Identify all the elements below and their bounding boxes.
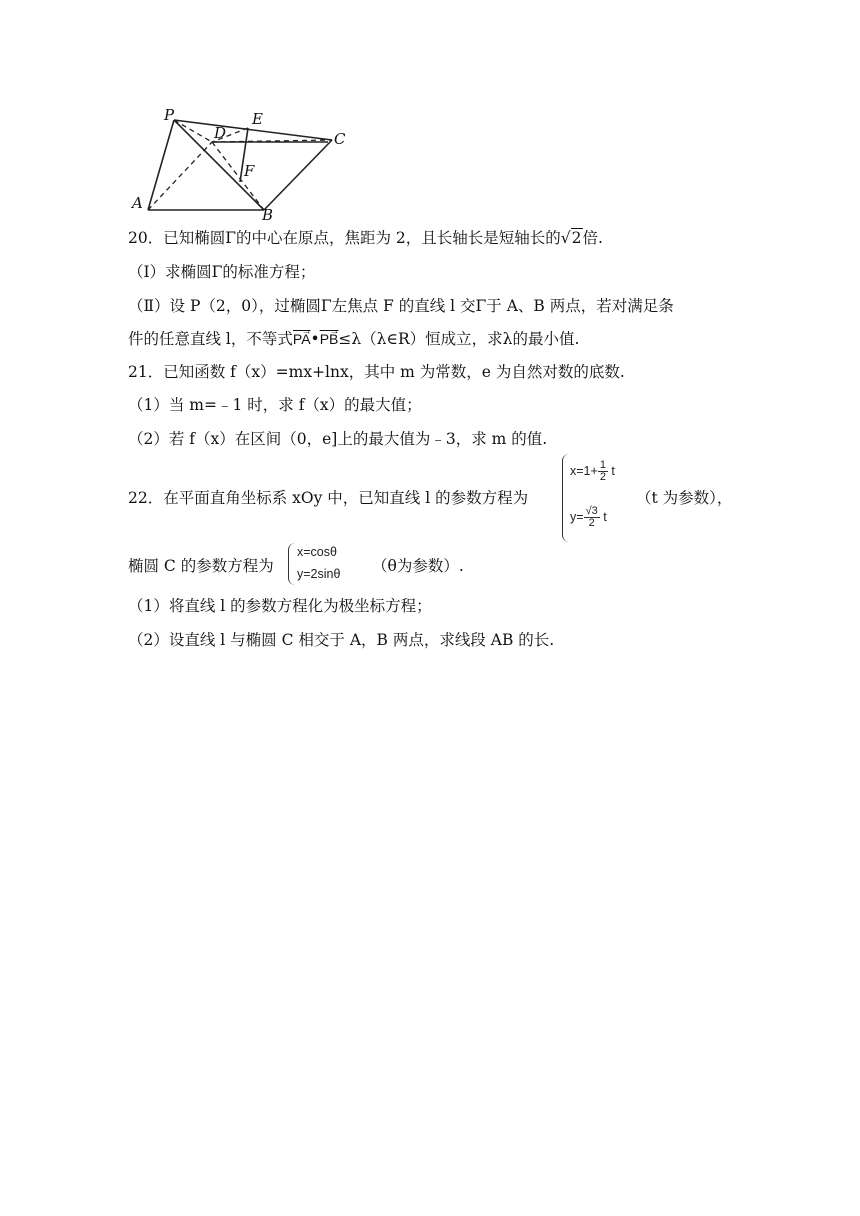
q20-part2-b: 件的任意直线 l，不等式→ $\overline{PA}•\to$ $\overline{PB}\le\lambda(\lambda\in R)$恒成立，求λ的最小值. <box>128 329 579 349</box>
q22-ellipse-prefix: 椭圆 C 的参数方程为 <box>128 557 274 575</box>
q22-ellipse-suffix: （θ为参数）. <box>372 557 464 575</box>
label-d: D <box>214 124 227 142</box>
label-b: B <box>262 206 274 220</box>
label-c: C <box>334 130 346 148</box>
edge-db <box>212 142 264 210</box>
ellipse-parametric-system: x=cosθ y=2sinθ <box>288 543 368 587</box>
q22-part1: （1）将直线 l 的参数方程化为极坐标方程； <box>128 597 432 615</box>
vector-pa: → $\overline{PA}$ <box>293 331 311 347</box>
q21-stem: 21．已知函数 f（x）=mx+lnx，其中 m 为常数，e 为自然对数的底数. <box>128 363 625 381</box>
sqrt-two: √2 <box>560 229 582 247</box>
q20-part2-a: （Ⅱ）设 P（2，0），过椭圆Γ左焦点 F 的直线 l 交Γ于 A、B 两点，若对满足条 <box>128 297 674 315</box>
label-a: A <box>132 194 143 212</box>
q22-part2: （2）设直线 l 与椭圆 C 相交于 A，B 两点，求线段 AB 的长. <box>128 631 555 649</box>
label-e: E <box>252 110 263 128</box>
q20-part1: （Ⅰ）求椭圆Γ的标准方程； <box>128 263 316 281</box>
q20-stem: 20．已知椭圆Γ的中心在原点，焦距为 2，且长轴长是短轴长的√2倍. <box>128 229 603 247</box>
pyramid-figure <box>128 104 348 220</box>
label-p: P <box>164 106 175 124</box>
edge-bc <box>264 140 332 210</box>
label-f: F <box>244 162 255 180</box>
line-parametric-system: x=1+ $\frac{1}{2}$ t y= $\frac{√3}{2}$ t <box>562 454 634 542</box>
q22-stem-prefix: 22．在平面直角坐标系 xOy 中，已知直线 l 的参数方程为 <box>128 489 529 507</box>
q21-part1: （1）当 m=﹣1 时，求 f（x）的最大值； <box>128 396 422 414</box>
vector-pb: → $\overline{PB}$ <box>320 331 339 347</box>
q21-part2: （2）若 f（x）在区间（0，e]上的最大值为﹣3，求 m 的值. <box>128 430 548 448</box>
q22-stem-suffix: （t 为参数）， <box>636 489 733 507</box>
